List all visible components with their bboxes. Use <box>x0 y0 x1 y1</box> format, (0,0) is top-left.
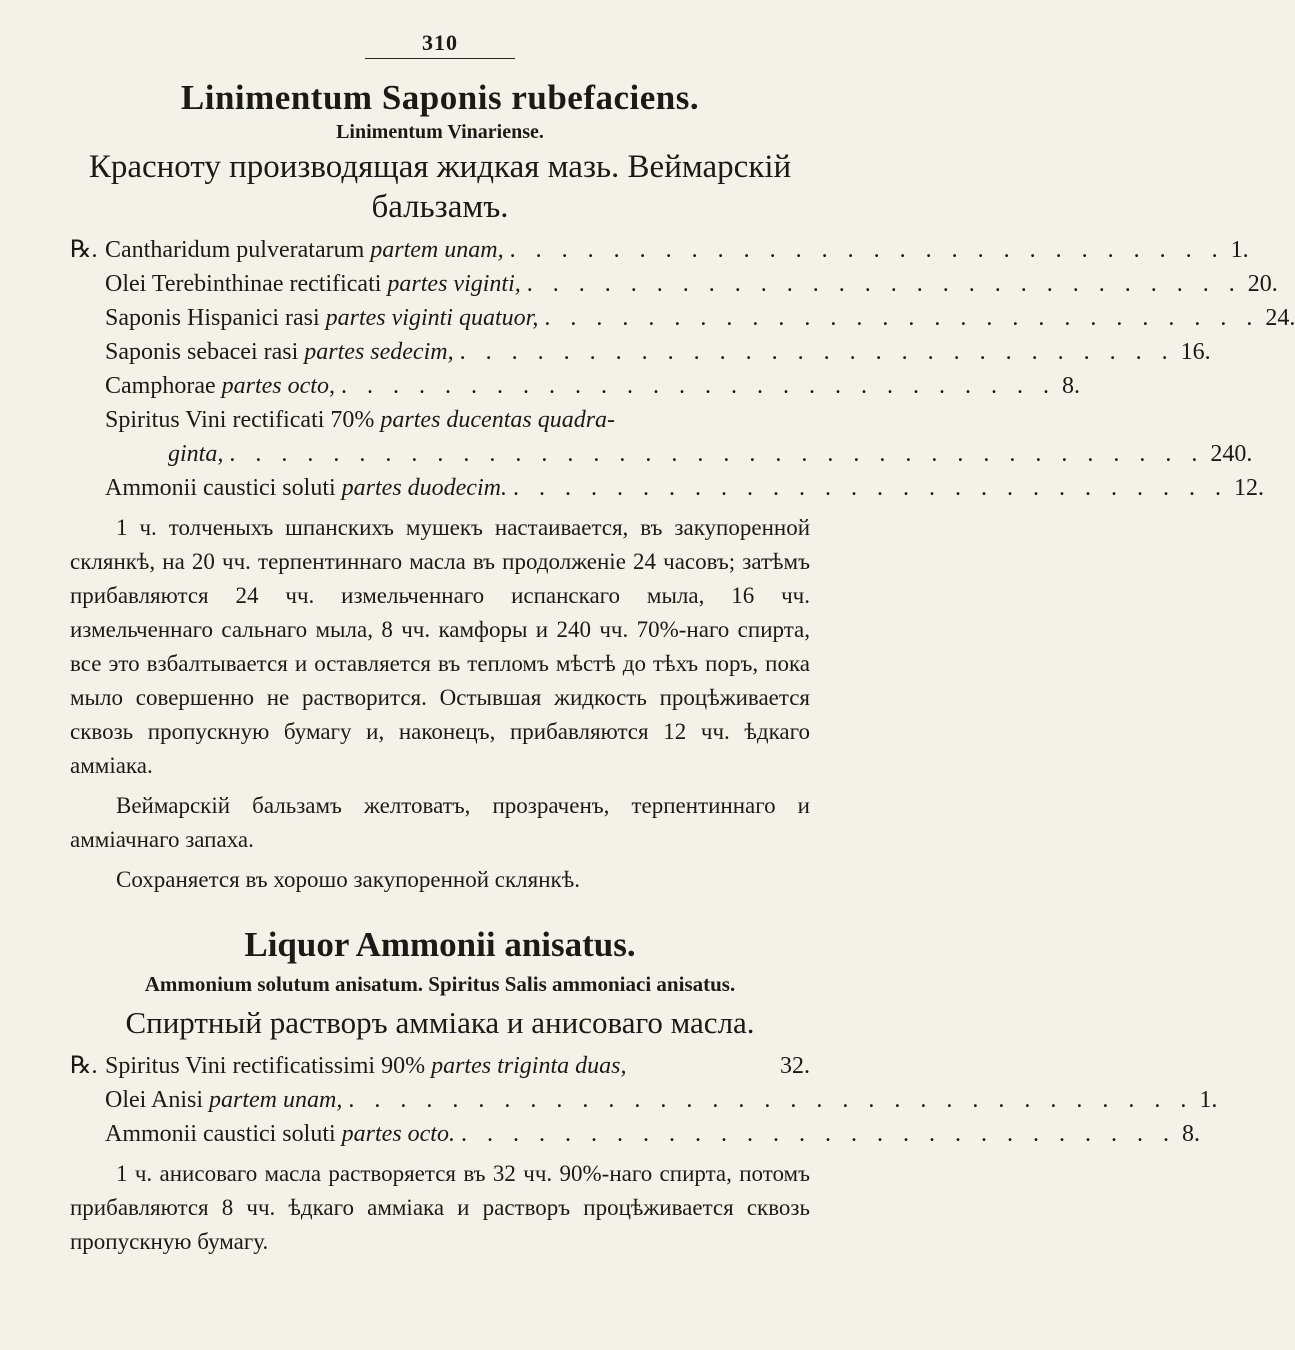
ingredient-latin: Camphorae <box>105 373 216 399</box>
ingredient-amount: 20. <box>1247 271 1278 297</box>
ingredient-qty: partes sedecim, <box>304 339 454 365</box>
ingredient-latin: Ammonii caustici soluti <box>105 475 336 501</box>
leader-dots: . . . . . . . . . . . . . . . . . . . . . . . . . . . . <box>340 373 1056 399</box>
ingredient-amount: 240. <box>1210 441 1253 467</box>
ingredient-row <box>70 301 1295 335</box>
ingredient-qty: partes octo. <box>341 1121 455 1147</box>
leader-dots: . . . . . . . . . . . . . . . . . . . . . . . . . . . . <box>544 305 1260 331</box>
ingredient-latin: Olei Anisi <box>105 1087 204 1113</box>
ingredient-text <box>70 437 223 471</box>
section2-recipe <box>70 1049 1218 1151</box>
ingredient-amount: 32. <box>780 1053 810 1079</box>
ingredient-row <box>70 1117 1200 1151</box>
ingredient-text <box>70 1117 455 1151</box>
leader-dots: . . . . . . . . . . . . . . . . . . . . . . . . . . . . . . . . . . . . . . <box>229 441 1205 467</box>
page-number-rule <box>365 58 515 59</box>
ingredient-text <box>70 403 615 437</box>
section2-title: Liquor Ammonii anisatus. <box>244 925 636 964</box>
rx-symbol: ℞. <box>70 237 98 263</box>
ingredient-row <box>70 267 1278 301</box>
section1-paragraph: Веймарскій бальзамъ желтоватъ, прозраченъ, терпентиннаго и амміачнаго запаха. <box>70 793 810 852</box>
section1-recipe <box>70 233 1295 505</box>
leader-dots: . . . . . . . . . . . . . . . . . . . . . . . . . . . . <box>509 237 1225 263</box>
section1-paragraph: 1 ч. толченыхъ шпанскихъ мушекъ настаивается, въ закупоренной склянкѣ, на 20 чч. терпентиннаго масла въ продолженіе 24 часовъ; затѣмъ прибавляются 24 чч. измельченнаго испанскаго мыла, 16 чч. измельченнаго сальнаго мыла, 8 чч. камфоры и 240 чч. 70%-наго спирта, все это взбалтывается и оставляется въ тепломъ мѣстѣ до тѣхъ поръ, пока мыло совершенно не растворится. Остывшая жидкость процѣживается сквозь пропускную бумагу и, наконецъ, прибавляются 12 чч. ѣдкаго амміака. <box>70 515 810 778</box>
leader-dots: . . . . . . . . . . . . . . . . . . . . . . . . . . . . . . . . . <box>348 1087 1194 1113</box>
ingredient-amount: 8. <box>1061 373 1080 399</box>
ingredient-amount: 1. <box>1199 1087 1218 1113</box>
ingredient-amount: 1. <box>1230 237 1249 263</box>
ingredient-text <box>70 471 507 505</box>
leader-dots: . . . . . . . . . . . . . . . . . . . . . . . . . . . . <box>459 339 1175 365</box>
section2-subtitle: Ammonium solutum anisatum. Spiritus Salis ammoniaci anisatus. <box>144 972 736 996</box>
ingredient-row <box>70 471 1264 505</box>
ingredient-row <box>70 1049 810 1083</box>
ingredient-row <box>70 403 810 437</box>
ingredient-row <box>70 1083 1218 1117</box>
section1-paragraph: Сохраняется въ хорошо закупоренной склянкѣ. <box>116 867 580 892</box>
ingredient-row <box>70 335 1211 369</box>
page-number: 310 <box>422 30 458 55</box>
leader-dots: . . . . . . . . . . . . . . . . . . . . . . . . . . . . <box>460 1121 1176 1147</box>
ingredient-latin: Spiritus Vini rectificatissimi 90% <box>105 1053 426 1079</box>
ingredient-text <box>70 1049 626 1083</box>
ingredient-latin: Cantharidum pulveratarum <box>105 237 365 263</box>
ingredient-latin: Spiritus Vini rectificati 70% <box>105 407 375 433</box>
ingredient-amount: 8. <box>1181 1121 1200 1147</box>
rx-symbol: ℞. <box>70 1053 98 1079</box>
ingredient-row <box>70 233 1249 267</box>
ingredient-qty: partes octo, <box>221 373 335 399</box>
ingredient-latin: Saponis sebacei rasi <box>105 339 299 365</box>
ingredient-qty: ginta, <box>168 441 224 467</box>
ingredient-qty: partes ducentas quadra- <box>380 407 616 433</box>
ingredient-qty: partes triginta duas, <box>431 1053 627 1079</box>
ingredient-latin: Ammonii caustici soluti <box>105 1121 336 1147</box>
section1-ru-title: Красноту производящая жидкая мазь. Веймарскій бальзамъ. <box>88 149 792 225</box>
ingredient-row <box>70 437 1253 471</box>
ingredient-qty: partem unam, <box>370 237 504 263</box>
ingredient-qty: partes duodecim. <box>341 475 507 501</box>
ingredient-latin: Olei Terebinthinae rectificati <box>105 271 382 297</box>
ingredient-row <box>70 369 1080 403</box>
ingredient-amount: 16. <box>1180 339 1211 365</box>
page <box>70 30 1295 1259</box>
ingredient-amount: 12. <box>1233 475 1264 501</box>
ingredient-latin: Saponis Hispanici rasi <box>105 305 320 331</box>
ingredient-text <box>70 369 335 403</box>
ingredient-text <box>70 1083 342 1117</box>
section1-subtitle: Linimentum Vinariense. <box>336 121 544 143</box>
ingredient-qty: partes viginti, <box>387 271 521 297</box>
section2-ru-title: Спиртный растворъ амміака и анисоваго масла. <box>125 1005 755 1040</box>
leader-dots: . . . . . . . . . . . . . . . . . . . . . . . . . . . . <box>526 271 1242 297</box>
section1-title: Linimentum Saponis rubefaciens. <box>180 78 700 117</box>
ingredient-qty: partem unam, <box>209 1087 343 1113</box>
section2-paragraph: 1 ч. анисоваго масла растворяется въ 32 чч. 90%-наго спирта, потомъ прибавляются 8 чч. ѣдкаго амміака и растворъ процѣживается сквозь пропускную бумагу. <box>70 1161 810 1254</box>
ingredient-amount: 24. <box>1265 305 1295 331</box>
leader-dots: . . . . . . . . . . . . . . . . . . . . . . . . . . . . <box>512 475 1228 501</box>
ingredient-text <box>70 335 454 369</box>
ingredient-text <box>70 267 521 301</box>
ingredient-text <box>70 233 504 267</box>
ingredient-text <box>70 301 538 335</box>
ingredient-qty: partes viginti quatuor, <box>325 305 539 331</box>
